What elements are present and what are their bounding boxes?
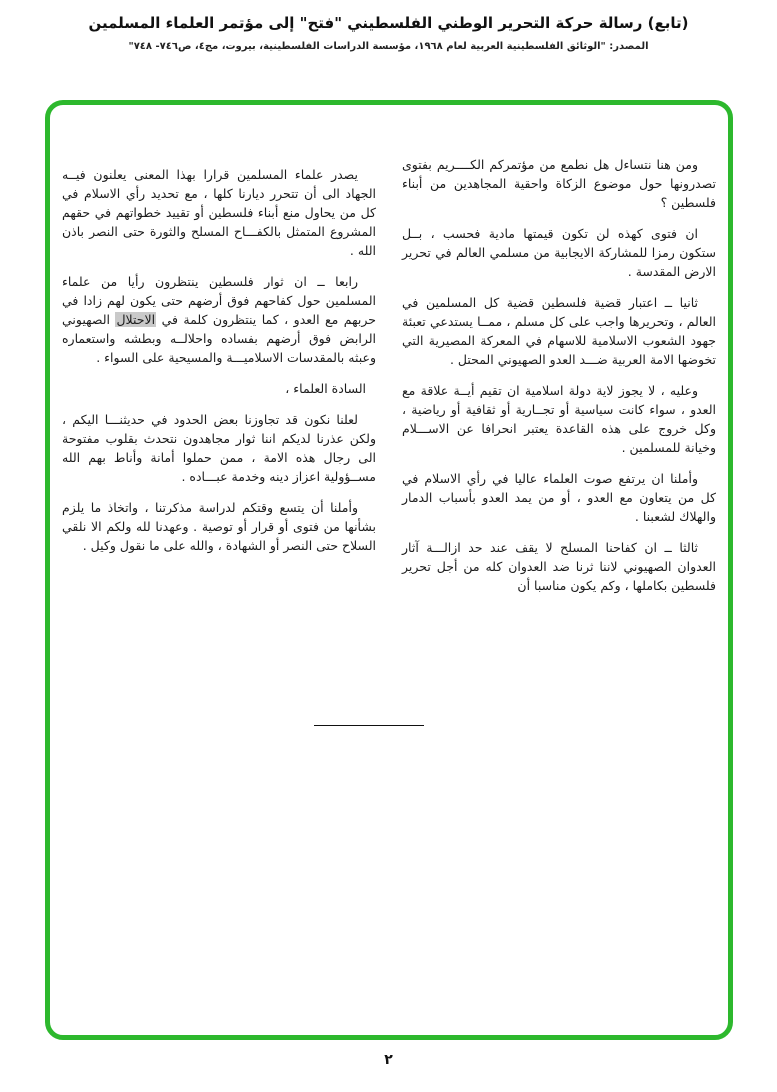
divider-line: [314, 725, 424, 726]
paragraph: يصدر علماء المسلمين قرارا بهذا المعنى يعلنون فيــه الجهاد الى أن تتحرر ديارنا كلها ، مع تحديد رأي الاسلام في كل من يحاول منع أبناء فلسطين أو تقييد خطواتهم في حقهم المشروع المتمثل بالكفـــاح المسلح والثورة حتى النصر باذن الله .: [62, 167, 376, 258]
paragraph-text: الصهيوني الرابض فوق أرضهم بفساده واحلالــه وبطشه واستعماره وعبثه بالمقدسات الاسلاميـــة والمسيحية على السواء .: [62, 312, 376, 365]
paragraph: وأملنا أن يتسع وقتكم لدراسة مذكرتنا ، واتخاذ ما يلزم بشأنها من فتوى أو قرار أو توصية . وعهدنا لله ولكم الا نلقي السلاح حتى النصر أو الشهادة ، والله على ما نقول وكيل .: [62, 500, 376, 553]
paragraph: وعليه ، لا يجوز لاية دولة اسلامية ان تقيم أيــة علاقة مع العدو ، سواء كانت سياسية أو تجــارية أو ثقافية أو رياضية ، وكل خروج على هذه القاعدة يعتبر انحرافا عن الاســـلام وخيانة للمسلمين .: [402, 383, 716, 455]
paragraph: [62, 272, 376, 367]
document-body: [62, 155, 716, 607]
paragraph: ثالثا ــ ان كفاحنا المسلح لا يقف عند حد ازالـــة آثار العدوان الصهيوني لاننا ثرنا ضد العدوان كله من أجل تحرير فلسطين بكاملها ، وكم يكون مناسبا أن: [402, 540, 716, 593]
page-title: (تابع) رسالة حركة التحرير الوطني الفلسطيني "فتح" إلى مؤتمر العلماء المسلمين: [88, 14, 689, 32]
document-frame: [45, 100, 733, 1040]
paragraph: لعلنا نكون قد تجاوزنا بعض الحدود في حديثنـــا اليكم ، ولكن عذرنا لديكم اننا ثوار مجاهدون نتحدث بقلوب مفتوحة الى رجال هذه الامة ، ممن حملوا أمانة وأناط بهم الله مســؤولية اعزاز دينه وخدمة عبـــاده .: [62, 412, 376, 484]
document-header: [0, 14, 777, 52]
paragraph-text: رابعا ــ ان ثوار فلسطين ينتظرون رأيا من علماء المسلمين حول كفاحهم فوق أرضهم حتى يكون لهم زادا في حربهم مع العدو ، كما ينتظرون كلمة في: [62, 274, 376, 327]
paragraph: ثانيا ــ اعتبار قضية فلسطين قضية كل المسلمين في العالم ، وتحريرها واجب على كل مسلم ، ممــا يستدعي تعبئة جهود الشعوب الاسلامية للاسهام في المعركة المصيرية التي تخوضها الامة العربية ضـــد العدو الصهيوني المحتل .: [402, 295, 716, 367]
salutation: السادة العلماء ،: [285, 381, 366, 396]
right-column: [402, 155, 716, 607]
highlighted-word: الاحتلال: [116, 312, 156, 327]
paragraph: ومن هنا نتساءل هل نطمع من مؤتمركم الكــــريم بفتوى تصدرونها حول موضوع الزكاة واحقية المجاهدين من أبناء فلسطين ؟: [402, 157, 716, 210]
paragraph: وأملنا ان يرتفع صوت العلماء عاليا في رأي الاسلام في كل من يتعاون مع العدو ، أو من يمد العدو بأسباب الدمار والهلاك لشعبنا .: [402, 471, 716, 524]
paragraph: ان فتوى كهذه لن تكون قيمتها مادية فحسب ، بــل ستكون رمزا للمشاركة الايجابية من مسلمي العالم في تحرير الارض المقدسة .: [402, 226, 716, 279]
source-line: المصدر: "الوثائق الفلسطينية العربية لعام ١٩٦٨، مؤسسة الدراسات الفلسطينية، بيروت، مج٤، ص٧٤٦- ٧٤٨": [128, 41, 649, 52]
left-column: [62, 155, 376, 607]
page-number: ٢: [384, 1052, 393, 1068]
